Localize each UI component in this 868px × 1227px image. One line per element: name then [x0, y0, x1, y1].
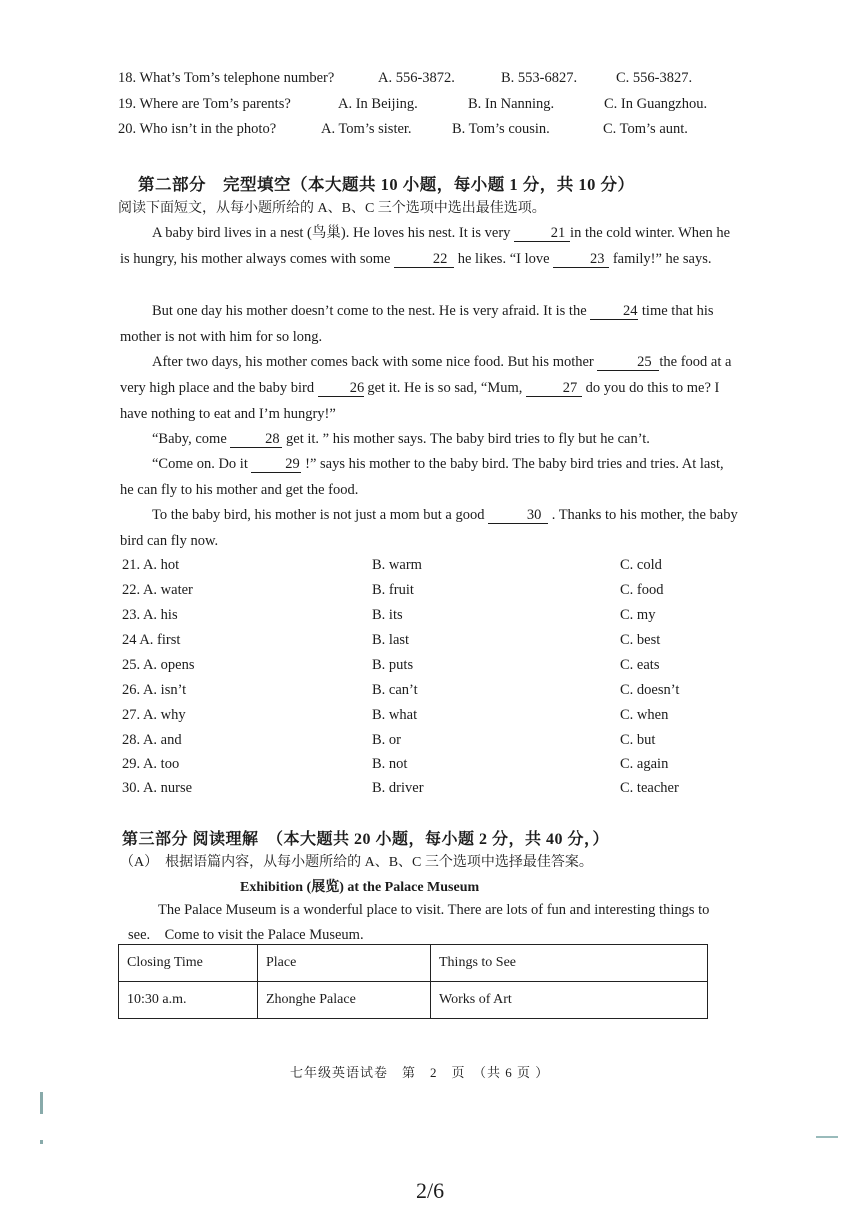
blank-27: 27	[526, 380, 582, 397]
question-text: 19. Where are Tom’s parents?	[118, 96, 291, 112]
option-row	[122, 703, 722, 728]
exhibition-table	[118, 944, 708, 1019]
option-c: C. but	[620, 732, 656, 748]
option-c: C. food	[620, 582, 664, 598]
option-c: C. In Guangzhou.	[604, 96, 708, 112]
scan-mark	[40, 1092, 43, 1114]
option-row	[122, 578, 722, 603]
option-row	[122, 653, 722, 678]
option-row	[122, 628, 722, 653]
option-b: B. can’t	[372, 682, 418, 698]
option-b: B. fruit	[372, 582, 414, 598]
option-a: 28. A. and	[122, 732, 182, 748]
passage-text: To the baby bird, his mother is not just a mom but a good	[152, 507, 485, 523]
question-text: 18. What’s Tom’s telephone number?	[118, 70, 335, 86]
passage-text: time that his mother is not with him for so long.	[120, 303, 714, 345]
option-c: C. eats	[620, 657, 660, 673]
option-b: B. driver	[372, 780, 424, 796]
option-a: 26. A. isn’t	[122, 682, 187, 698]
option-a: 22. A. water	[122, 582, 193, 598]
option-row	[122, 678, 722, 703]
passage-intro: The Palace Museum is a wonderful place to visit. There are lots of fun and interesting things to see. Come to visit the Palace Museum.	[128, 902, 710, 943]
option-b: B. what	[372, 707, 418, 723]
option-a: 23. A. his	[122, 607, 178, 623]
option-b: B. puts	[372, 657, 414, 673]
passage-paragraph-1	[120, 220, 740, 272]
option-c: C. teacher	[620, 780, 679, 796]
option-b: B. warm	[372, 557, 422, 573]
question-18	[118, 66, 758, 90]
scan-mark	[40, 1140, 43, 1144]
blank-30: 30	[488, 507, 548, 524]
page-footer: 七年级英语试卷 第 2 页 （共 6 页 ）	[290, 1065, 550, 1080]
blank-22: 22	[394, 251, 454, 268]
option-b: B. last	[372, 632, 410, 648]
option-c: C. best	[620, 632, 661, 648]
table-cell: Works of Art	[431, 982, 708, 1019]
option-b: B. not	[372, 756, 408, 772]
option-c: C. again	[620, 756, 669, 772]
question-19	[118, 92, 758, 116]
option-a: A. 556-3872.	[378, 70, 455, 86]
question-20	[118, 117, 758, 141]
blank-21: 21	[514, 225, 570, 242]
blank-23: 23	[553, 251, 609, 268]
option-row	[122, 752, 722, 777]
table-cell: 10:30 a.m.	[119, 982, 258, 1019]
option-a: 21. A. hot	[122, 557, 180, 573]
passage-text: After two days, his mother comes back with some nice food. But his mother	[152, 354, 594, 370]
page-number: 2/6	[416, 1178, 445, 1203]
option-b: B. In Nanning.	[468, 96, 555, 112]
passage-paragraph-5	[120, 451, 740, 503]
passage-heading: Exhibition (展览) at the Palace Museum	[240, 880, 480, 895]
passage-text: A baby bird lives in a nest (鸟巢). He loves his nest. It is very	[152, 225, 511, 241]
passage-text: do you do this to me? I have nothing to eat and I’m hungry!”	[120, 380, 720, 422]
option-b: B. its	[372, 607, 403, 623]
part2-instruction: 阅读下面短文，从每小题所给的 A、B、C 三个选项中选出最佳选项。	[118, 201, 546, 216]
passage-text: !” says his mother to the baby bird. The baby bird tries and tries. At last, he can fly to his mother and get the food.	[120, 456, 724, 498]
table-cell: Zhonghe Palace	[258, 982, 431, 1019]
option-c: C. cold	[620, 557, 662, 573]
blank-26: 26	[318, 380, 364, 397]
option-a: A. In Beijing.	[338, 96, 418, 112]
passage-text: “Come on. Do it	[152, 456, 248, 472]
option-b: B. Tom’s cousin.	[452, 121, 550, 137]
passage-text: in the cold winter. When he is hungry, his mother always comes with some	[120, 225, 731, 267]
option-c: C. Tom’s aunt.	[603, 121, 688, 137]
passage-paragraph-6	[120, 502, 740, 554]
option-b: B. 553-6827.	[501, 70, 578, 86]
option-c: C. when	[620, 707, 669, 723]
table-header-cell: Place	[258, 945, 431, 982]
passage-paragraph-3	[120, 349, 740, 427]
option-a: 25. A. opens	[122, 657, 195, 673]
part2-title: 第二部分 完型填空（本大题共 10 小题，每小题 1 分，共 10 分）	[138, 175, 635, 194]
option-row	[122, 728, 722, 753]
option-c: C. my	[620, 607, 656, 623]
blank-24: 24	[590, 303, 638, 320]
option-c: C. 556-3827.	[616, 70, 693, 86]
passage-text: family!” he says.	[612, 251, 712, 267]
table-header-cell: Things to See	[431, 945, 708, 982]
passage-paragraph-4	[120, 426, 740, 452]
option-a: 27. A. why	[122, 707, 186, 723]
passage-text: . Thanks to his mother, the baby bird can fly now.	[120, 507, 738, 549]
option-c: C. doesn’t	[620, 682, 680, 698]
option-a: 24 A. first	[122, 632, 181, 648]
option-a: 29. A. too	[122, 756, 180, 772]
table-header-row	[119, 945, 708, 982]
part3-title: 第三部分 阅读理解 （本大题共 20 小题，每小题 2 分，共 40 分，）	[122, 831, 610, 848]
blank-25: 25	[597, 354, 659, 371]
passage-text: But one day his mother doesn’t come to the nest. He is very afraid. It is the	[152, 303, 587, 319]
table-row	[119, 982, 708, 1019]
blank-28: 28	[230, 431, 282, 448]
passage-text: “Baby, come	[152, 431, 227, 447]
option-a: 30. A. nurse	[122, 780, 193, 796]
passage-text: get it. ” his mother says. The baby bird tries to fly but he can’t.	[286, 431, 650, 447]
option-row	[122, 553, 722, 578]
passage-text: get it. He is so sad, “Mum,	[367, 380, 523, 396]
passage-paragraph-2	[120, 298, 740, 350]
option-row	[122, 603, 722, 628]
option-b: B. or	[372, 732, 401, 748]
part3-instruction: （A） 根据语篇内容，从每小题所给的 A、B、C 三个选项中选择最佳答案。	[120, 855, 593, 870]
scan-mark	[816, 1136, 838, 1138]
option-row	[122, 776, 722, 801]
option-a: A. Tom’s sister.	[321, 121, 412, 137]
question-text: 20. Who isn’t in the photo?	[118, 121, 277, 137]
blank-29: 29	[251, 456, 301, 473]
passage-text: the food at a very high place and the baby bird	[120, 354, 732, 396]
passage-text: he likes. “I love	[457, 251, 550, 267]
table-header-cell: Closing Time	[119, 945, 258, 982]
